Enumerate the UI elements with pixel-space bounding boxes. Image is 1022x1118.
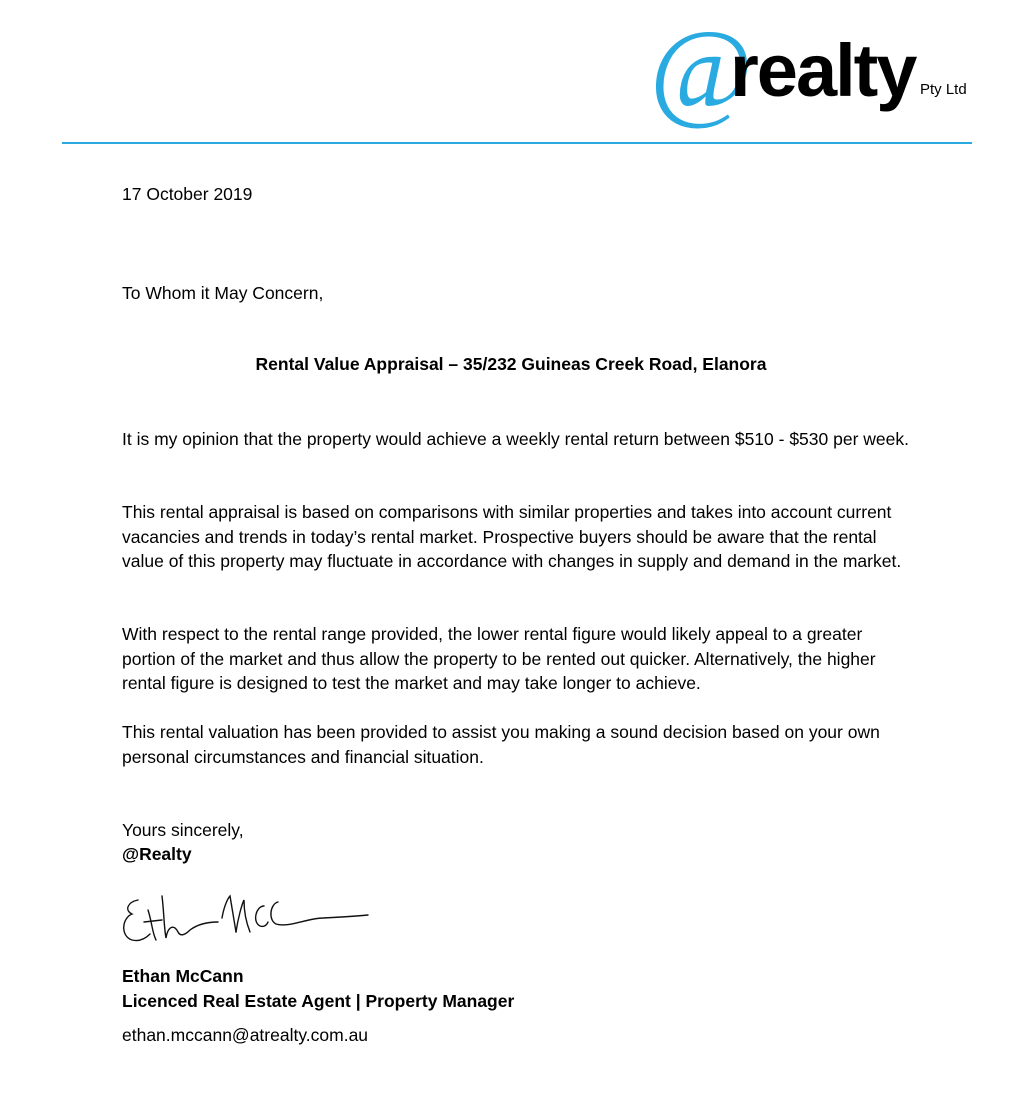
- salutation: To Whom it May Concern,: [122, 283, 324, 303]
- closing-company: @Realty: [122, 844, 192, 864]
- paragraph-basis: This rental appraisal is based on comparisons with similar properties and takes into account current vacancies and trends in today’s rental market. Prospective buyers should be aware that the rental value of this property may fluctuate in accordance with changes in supply and demand in the market.: [122, 502, 902, 571]
- signer-name: Ethan McCann: [122, 966, 244, 986]
- paragraph-disclaimer: This rental valuation has been provided to assist you making a sound decision based on your own personal circumstances and financial situation.: [122, 722, 880, 767]
- logo-at-symbol: @: [650, 8, 754, 132]
- logo-suffix: Pty Ltd: [920, 81, 967, 98]
- letter-subject: Rental Value Appraisal – 35/232 Guineas Creek Road, Elanora: [255, 354, 767, 374]
- letter-date: 17 October 2019: [122, 184, 253, 204]
- company-logo: [650, 8, 980, 132]
- paragraph-opinion: It is my opinion that the property would achieve a weekly rental return between $510 - $530 per week.: [122, 429, 909, 449]
- paragraph-range: With respect to the rental range provided, the lower rental figure would likely appeal to a greater portion of the market and thus allow the property to be rented out quicker. Alternatively, the higher rental figure is designed to test the market and may take longer to achieve.: [122, 624, 876, 693]
- header-divider: [62, 142, 972, 144]
- signer-email[interactable]: ethan.mccann@atrealty.com.au: [122, 1025, 369, 1045]
- closing-line: Yours sincerely,: [122, 820, 244, 840]
- logo-wordmark: realty: [730, 29, 916, 112]
- handwritten-signature: [118, 888, 378, 948]
- signer-title: Licenced Real Estate Agent | Property Manager: [122, 991, 515, 1011]
